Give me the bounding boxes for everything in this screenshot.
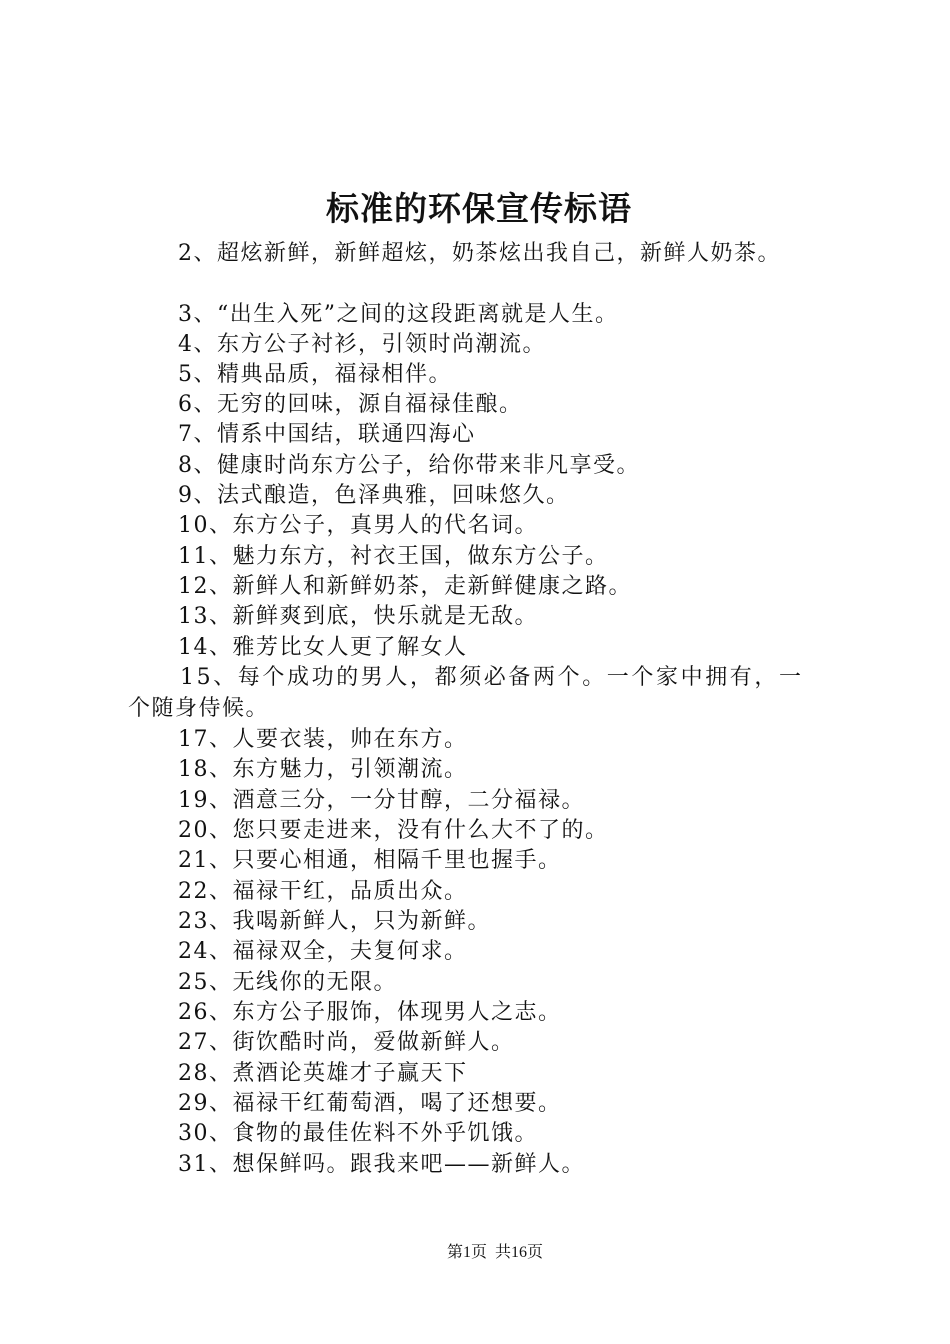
slogan-line: 12、新鲜人和新鲜奶茶，走新鲜健康之路。 <box>178 574 632 599</box>
slogan-line: 20、您只要走进来，没有什么大不了的。 <box>178 818 609 843</box>
slogan-line: 15、每个成功的男人，都须必备两个。一个家中拥有，一 <box>180 665 804 690</box>
slogan-line: 28、煮酒论英雄才子赢天下 <box>178 1061 468 1086</box>
page-total: 共16页 <box>495 1244 544 1261</box>
slogan-line: 25、无线你的无限。 <box>178 970 397 995</box>
slogan-line: 14、雅芳比女人更了解女人 <box>178 635 468 660</box>
slogan-line: 30、食物的最佳佐料不外乎饥饿。 <box>178 1121 538 1146</box>
slogan-line: 21、只要心相通，相隔千里也握手。 <box>178 848 562 873</box>
page-footer <box>0 1242 950 1264</box>
page-number: 第1页 <box>446 1244 487 1261</box>
slogan-line: 23、我喝新鲜人，只为新鲜。 <box>178 909 491 934</box>
slogan-line: 4、东方公子衬衫，引领时尚潮流。 <box>178 332 546 357</box>
slogan-line-continuation: 个随身侍候。 <box>128 696 270 721</box>
slogan-line: 29、福禄干红葡萄酒，喝了还想要。 <box>178 1091 562 1116</box>
slogan-line: 6、无穷的回味，源自福禄佳酿。 <box>178 392 523 417</box>
slogan-line: 26、东方公子服饰，体现男人之志。 <box>178 1000 562 1025</box>
slogan-line: 10、东方公子，真男人的代名词。 <box>178 513 538 538</box>
slogan-line: 9、法式酿造，色泽典雅，回味悠久。 <box>178 483 570 508</box>
slogan-line: 2、超炫新鲜，新鲜超炫，奶茶炫出我自己，新鲜人奶茶。 <box>178 241 781 266</box>
slogan-line: 22、福禄干红，品质出众。 <box>178 879 468 904</box>
slogan-line: 31、想保鲜吗。跟我来吧——新鲜人。 <box>178 1152 585 1177</box>
slogan-line: 19、酒意三分，一分甘醇，二分福禄。 <box>178 788 585 813</box>
slogan-line: 5、精典品质，福禄相伴。 <box>178 362 452 387</box>
slogan-line: 18、东方魅力，引领潮流。 <box>178 757 468 782</box>
slogan-line: 3、“出生入死”之间的这段距离就是人生。 <box>178 302 619 327</box>
slogan-line: 27、街饮酷时尚，爱做新鲜人。 <box>178 1030 515 1055</box>
slogan-line: 17、人要衣装，帅在东方。 <box>178 727 468 752</box>
slogan-line: 13、新鲜爽到底，快乐就是无敌。 <box>178 604 538 629</box>
document-title: 标准的环保宣传标语 <box>326 189 632 228</box>
slogan-line: 8、健康时尚东方公子，给你带来非凡享受。 <box>178 453 640 478</box>
slogan-line: 24、福禄双全，夫复何求。 <box>178 939 468 964</box>
slogan-line: 7、情系中国结，联通四海心 <box>178 422 476 447</box>
slogan-line: 11、魅力东方，衬衣王国，做东方公子。 <box>178 544 609 569</box>
